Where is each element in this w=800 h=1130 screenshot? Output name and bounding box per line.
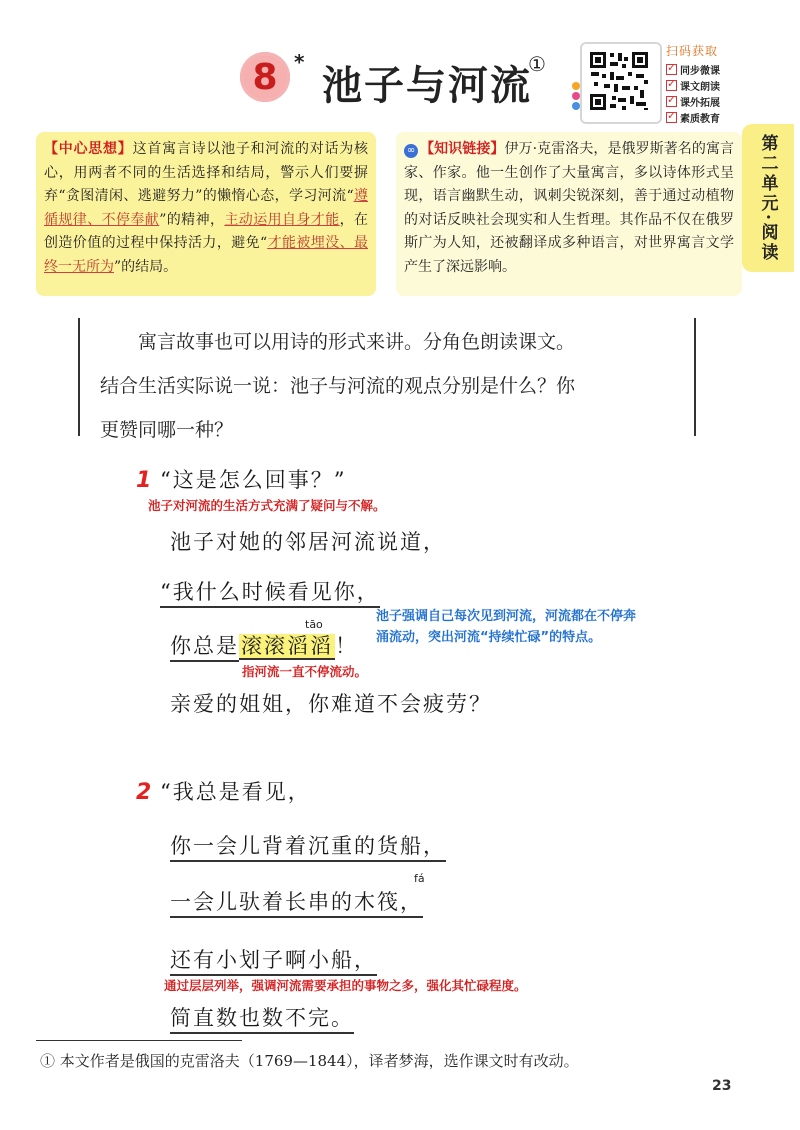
poem-line: “我总是看见，	[160, 780, 311, 804]
instruction-line: 更赞同哪一种？	[100, 419, 234, 441]
annotation	[376, 606, 636, 648]
poem-text: 你一会儿背着沉重的货船，	[170, 834, 446, 862]
qr-heading: 扫码获取	[666, 44, 719, 58]
poem-text: ！	[335, 634, 358, 658]
reading-instruction	[78, 318, 696, 441]
poem-line	[160, 576, 380, 606]
highlighted-phrase: 滚滚滔滔	[241, 634, 333, 658]
link-icon: ∞	[404, 144, 418, 158]
stanza-marker: 1	[136, 468, 152, 493]
lesson-number-badge	[240, 52, 290, 102]
poem-line	[170, 886, 423, 916]
checkbox-icon	[666, 96, 677, 107]
instruction-line: 结合生活实际说一说：池子与河流的观点分别是什么？你	[100, 375, 576, 397]
title-footnote-mark: ①	[528, 52, 546, 76]
qr-code-icon	[588, 50, 650, 112]
stanza-marker: 2	[136, 780, 152, 805]
qr-item-label: 课文朗读	[680, 81, 720, 93]
footnote-divider	[36, 1040, 242, 1041]
checkbox-icon	[666, 112, 677, 123]
footnote: ① 本文作者是俄国的克雷洛夫（1769—1844），译者梦海，选作课文时有改动。	[40, 1052, 579, 1070]
qr-item	[666, 61, 738, 77]
qr-code[interactable]	[580, 42, 662, 124]
knowledge-link-box	[396, 132, 742, 296]
pinyin: tāo	[305, 618, 323, 631]
qr-item-label: 课外拓展	[680, 97, 720, 109]
poem-text: 还有小划子啊小船，	[170, 948, 377, 976]
qr-item-label: 素质教育	[680, 113, 720, 125]
lesson-number: 8	[244, 56, 286, 98]
poem-line	[170, 944, 377, 974]
central-idea-text: ”的精神，	[159, 211, 225, 228]
instruction-line: 寓言故事也可以用诗的形式来讲。分角色朗读课文。	[138, 331, 576, 353]
qr-panel	[666, 42, 738, 125]
poem-line	[170, 1002, 354, 1032]
poem-line	[170, 830, 446, 860]
qr-item-label: 同步微课	[680, 65, 720, 77]
poem-text: “我什么时候看见你，	[160, 580, 380, 608]
qr-item	[666, 77, 738, 93]
unit-side-tab: 第二单元·阅读	[742, 124, 794, 272]
lesson-title: 池子与河流	[322, 62, 532, 109]
annotation: 池子对河流的生活方式充满了疑问与不解。	[148, 498, 386, 513]
poem-text: 你总是	[170, 634, 239, 662]
underlined-phrase: 才能被埋没、最终一无所为	[44, 235, 368, 275]
central-idea-text: 这首寓言诗以池子和河流的对话为核心，用两者不同的生活选择和结局，警示人们要摒弃“贪图清闲、逃避努力”的懒惰心态，学习河流“	[44, 141, 369, 204]
annotation-line: 涌流动，突出河流“持续忙碌”的特点。	[376, 630, 602, 645]
central-idea-text: ”的结局。	[114, 258, 178, 275]
underlined-phrase: 主动运用自身才能	[224, 211, 340, 228]
poem-text: 一会儿驮着长串的木筏，	[170, 890, 423, 918]
poem-line: “这是怎么回事？”	[160, 468, 347, 492]
poem-line: 亲爱的姐姐，你难道不会疲劳？	[170, 692, 492, 716]
qr-item	[666, 109, 738, 125]
knowledge-link-text: 伊万·克雷洛夫，是俄罗斯著名的寓言家、作家。他一生创作了大量寓言，多以诗体形式呈现，语言幽默生动，讽刺尖锐深刻，善于通过动植物的对话反映社会现实和人生哲理。其作品不仅在俄罗斯广为人知，还被翻译成多种语言，对世界寓言文学产生了深远影响。	[404, 141, 735, 275]
qr-item	[666, 93, 738, 109]
annotation: 通过层层列举，强调河流需要承担的事物之多，强化其忙碌程度。	[164, 978, 527, 993]
page-number: 23	[712, 1078, 732, 1094]
checkbox-icon	[666, 80, 677, 91]
annotation-line: 池子强调自己每次见到河流，河流都在不停奔	[376, 609, 637, 624]
annotation: 指河流一直不停流动。	[242, 664, 368, 679]
poem-text: 简直数也数不完。	[170, 1006, 354, 1034]
central-idea-box	[36, 132, 376, 296]
poem-line	[170, 630, 358, 660]
pinyin: fá	[414, 872, 425, 885]
central-idea-tag: 【中心思想】	[44, 141, 133, 157]
underlined-phrase: 遵循规律、不停奉献	[44, 188, 368, 228]
poem-line: 池子对她的邻居河流说道，	[170, 530, 446, 554]
checkbox-icon	[666, 64, 677, 75]
central-idea-text: ，在创造价值的过程中保持活力，避免“	[44, 211, 369, 251]
self-study-star: *	[294, 50, 305, 74]
knowledge-link-tag: 【知识链接】	[420, 141, 505, 157]
